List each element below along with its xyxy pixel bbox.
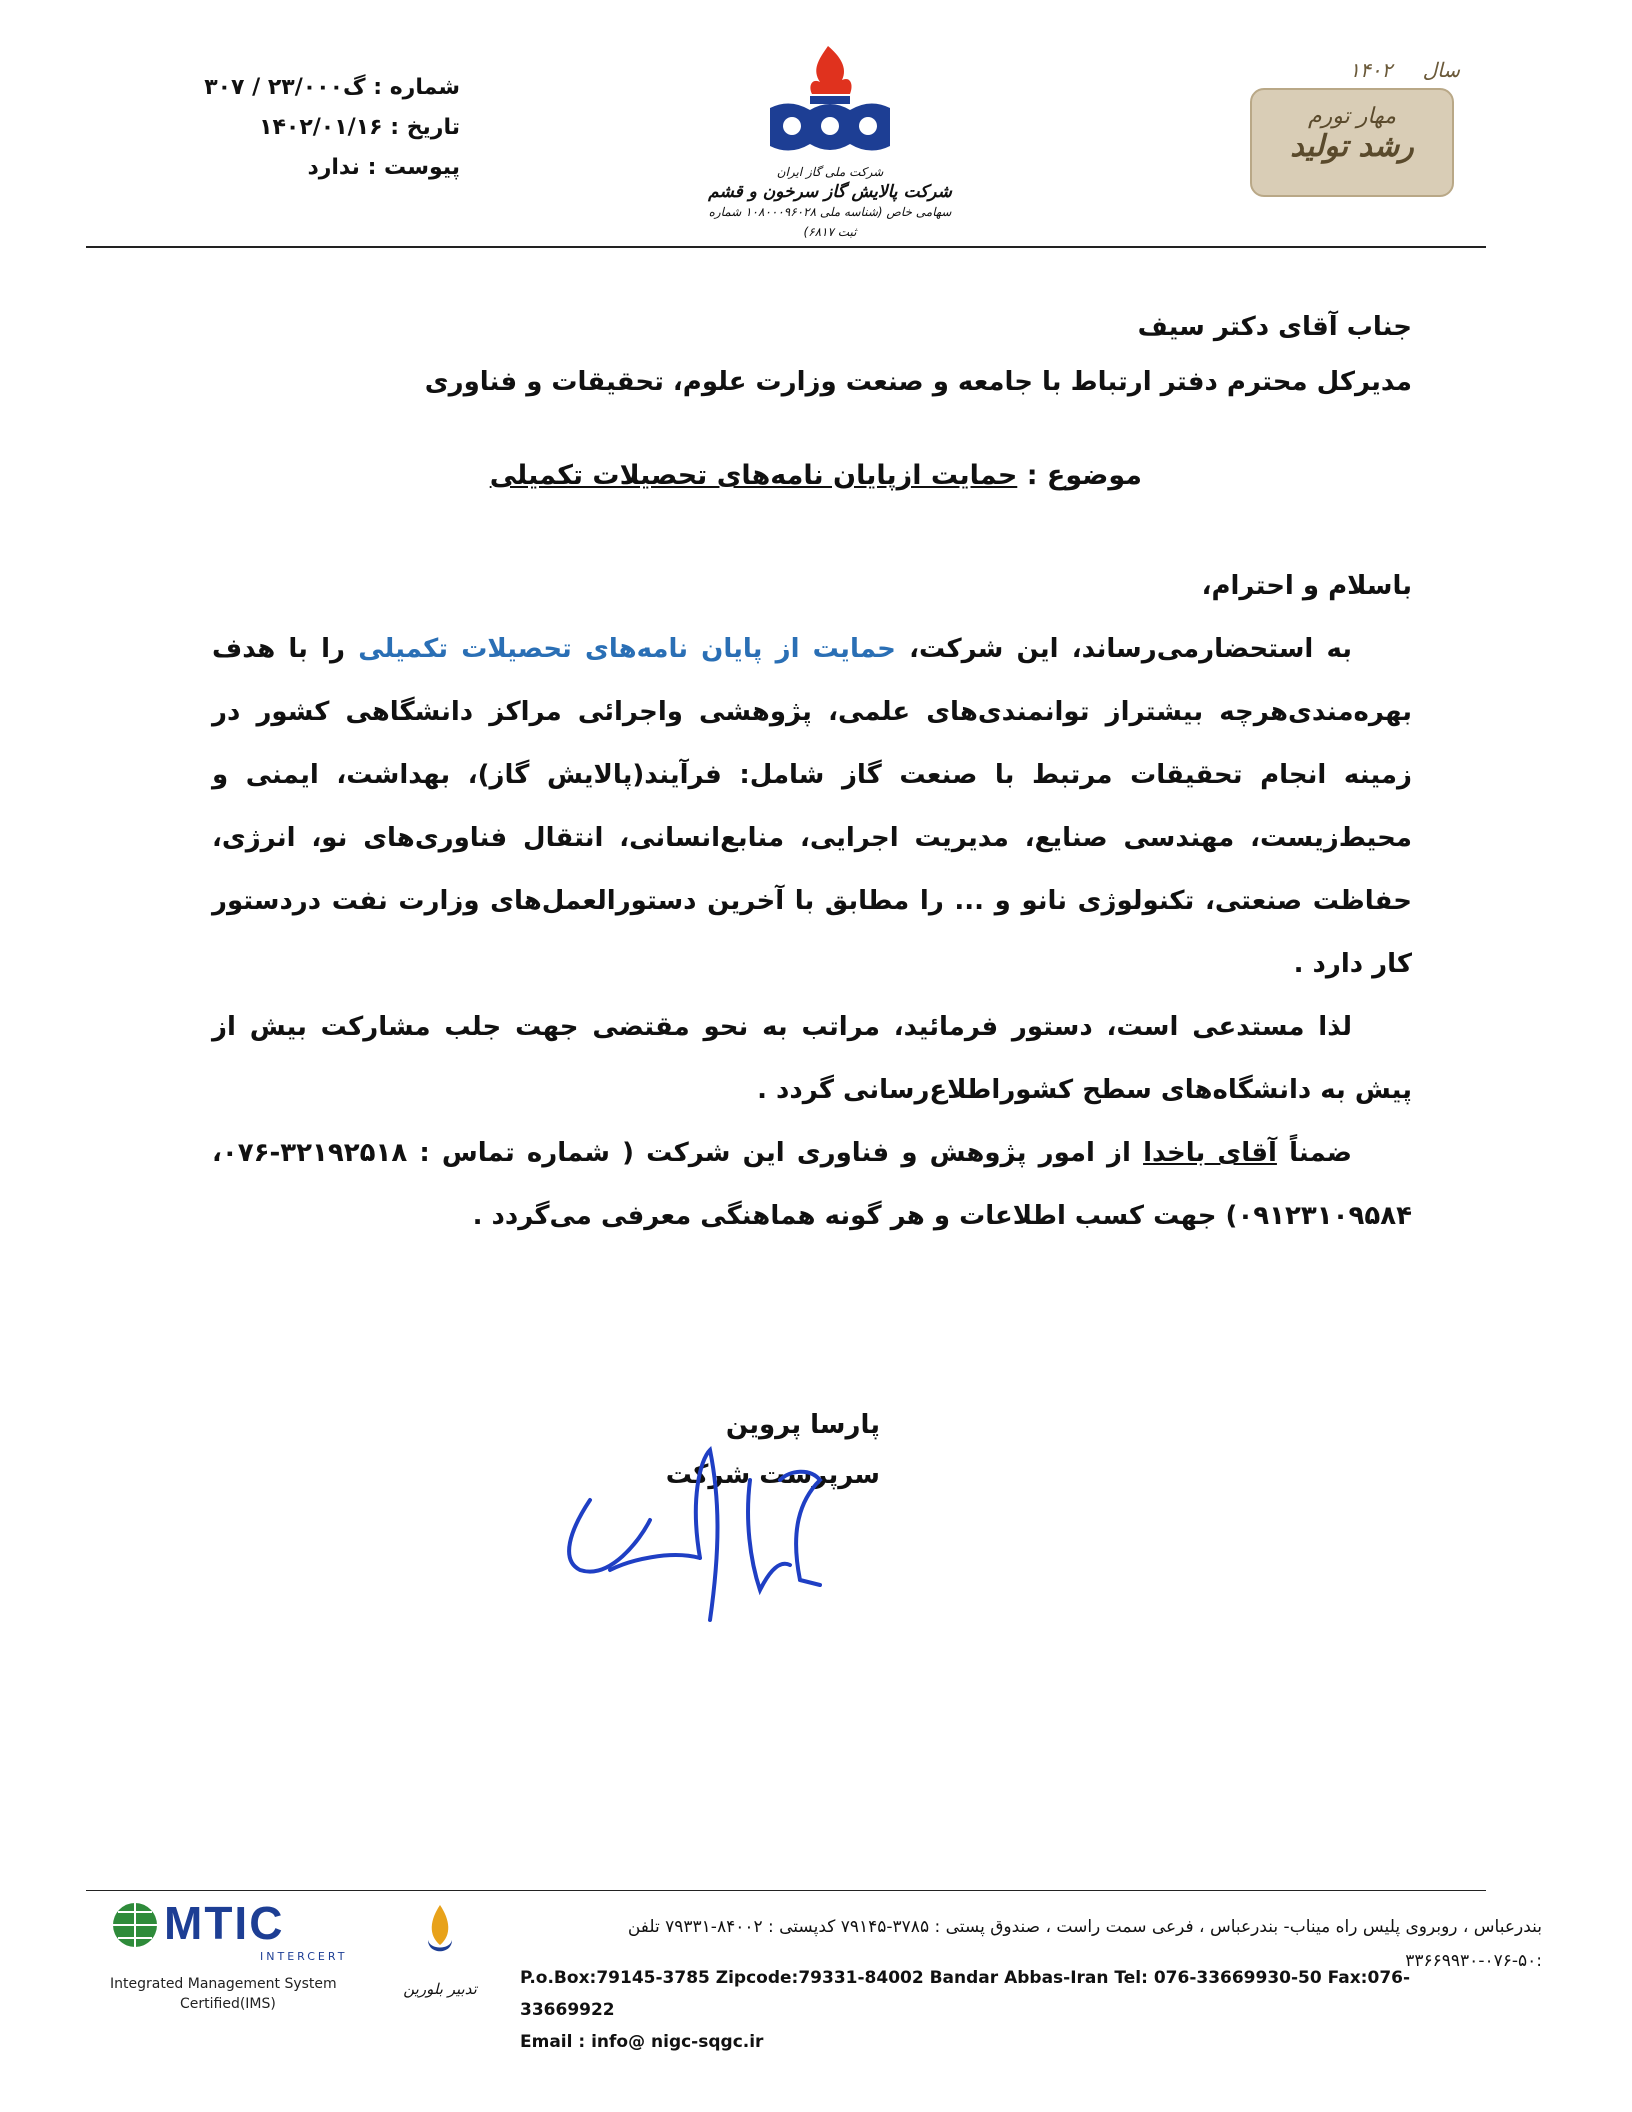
tadbir-text: تدبیر بلورین (403, 1980, 477, 1998)
signer-title: سرپرست شرکت (665, 1460, 880, 1490)
mtic-line2: Certified(IMS) (180, 1996, 276, 2012)
handwritten-signature-icon (550, 1440, 850, 1640)
p1-highlight: حمایت از پایان نامه‌های تحصیلات تکمیلی (358, 634, 896, 664)
p3-start: ضمناً (1289, 1138, 1352, 1168)
globe-icon (110, 1900, 160, 1950)
date-value: ۱۴۰۲/۰۱/۱۶ (259, 115, 383, 140)
header-divider (86, 246, 1486, 248)
gas-flame-logo-icon (700, 38, 960, 158)
recipient-block (312, 300, 1412, 410)
paragraph-3 (212, 1122, 1412, 1248)
number-label: شماره : (373, 75, 460, 100)
logo-line2: شرکت پالایش گاز سرخون و قشم (708, 182, 952, 202)
footer-address: بندرعباس ، روبروی پلیس راه میناب- بندرعباس ، فرعی سمت راست ، صندوق پستی : ۳۷۸۵-۷۹۱۴۵ کدپستی : ۸۴۰۰۲-۷۹۳۳۱ تلفن :۵۰-۰۷۶-۳۳۶۶۹۹۳۰ (627, 1917, 1542, 1971)
flame-emblem-icon (410, 1900, 470, 1970)
letter-meta (150, 68, 460, 188)
footer-en-line1: P.o.Box:79145-3785 Zipcode:79331-84002 Bandar Abbas-Iran Tel: 076-33669930-50 Fax:076-33669922 (520, 1968, 1411, 2020)
number-row (150, 68, 460, 108)
footer-contact-en (520, 1962, 1420, 2058)
paragraph-1 (212, 618, 1412, 996)
attachment-value: ندارد (307, 155, 360, 180)
badge-year: ۱۴۰۲ (1349, 58, 1393, 82)
p1-rest: را با هدف بهره‌مندی‌هرچه بیشتراز توانمندی‌های علمی، پژوهشی واجرائی مراکز دانشگاهی کشور در زمینه انجام تحقیقات مرتبط با صنعت گاز شامل: فرآیند(پالایش گاز)، بهداشت، ایمنی و محیط‌زیست، مهندسی صنایع، مدیریت اجرایی، منابع‌انسانی، انتقال فناوری‌های نو، انرژی، حفاظت صنعتی، تکنولوژی نانو و ... را مطابق با آخرین دستورالعمل‌های وزارت نفت دردستور کار دارد . (212, 634, 1412, 979)
badge-year-row (1349, 58, 1460, 82)
mtic-line1: Integrated Management System (110, 1976, 337, 1992)
signer-name: پارسا پروین (725, 1410, 880, 1440)
mtic-brand: MTIC (164, 1897, 285, 1949)
mtic-sub: INTERCERT (260, 1950, 348, 1963)
number-value: گ۲۳/۰۰۰ / ۳۰۷ (204, 75, 366, 100)
paragraph-2: لذا مستدعی است، دستور فرمائید، مراتب به نحو مقتضی جهت جلب مشارکت بیش از پیش به دانشگاه‌های سطح کشوراطلاع‌رسانی گردد . (212, 1012, 1412, 1105)
logo-text (700, 162, 960, 242)
letter-body (212, 555, 1412, 1248)
badge-slogan1: مهار تورم (1308, 104, 1396, 129)
badge-frame (1250, 88, 1454, 197)
subject-label: موضوع : (1026, 460, 1142, 491)
tadbir-logo (400, 1900, 480, 2020)
date-label: تاریخ : (390, 115, 460, 140)
logo-line1: شرکت ملی گاز ایران (776, 165, 884, 179)
recipient-title: مدیرکل محترم دفتر ارتباط با جامعه و صنعت وزارت علوم، تحقیقات و فناوری (424, 367, 1412, 397)
subject-line (490, 460, 1142, 491)
p3-name: آقای باخدا (1143, 1138, 1277, 1168)
badge-slogan2: رشد تولید (1290, 129, 1414, 164)
company-logo (700, 38, 960, 238)
greeting: باسلام و احترام، (1201, 571, 1412, 601)
p1-start: به استحضارمی‌رساند، این شرکت، (909, 634, 1353, 664)
badge-year-label: سال (1422, 58, 1460, 82)
p3-rest: از امور پژوهش و فناوری این شرکت ( شماره تماس : ۳۲۱۹۲۵۱۸-۰۷۶، ۰۹۱۲۳۱۰۹۵۸۴) جهت کسب اطلاعات و هر گونه هماهنگی معرفی می‌گردد . (212, 1138, 1412, 1231)
signature-block (560, 1400, 880, 1500)
recipient-name: جناب آقای دکتر سیف (1137, 312, 1412, 342)
attachment-label: پیوست : (367, 155, 460, 180)
attachment-row (150, 148, 460, 188)
year-slogan-badge (1250, 58, 1460, 198)
subject-text: حمایت ازپایان نامه‌های تحصیلات تکمیلی (489, 460, 1018, 491)
footer-en-line2: Email : info@ nigc-sqgc.ir (520, 2032, 764, 2052)
logo-line3: سهامی خاص (شناسه ملی ۱۰۸۰۰۰۹۶۰۲۸ شماره ثبت ۶۸۱۷) (708, 205, 952, 239)
mtic-certification-logo (110, 1890, 380, 2030)
date-row (150, 108, 460, 148)
